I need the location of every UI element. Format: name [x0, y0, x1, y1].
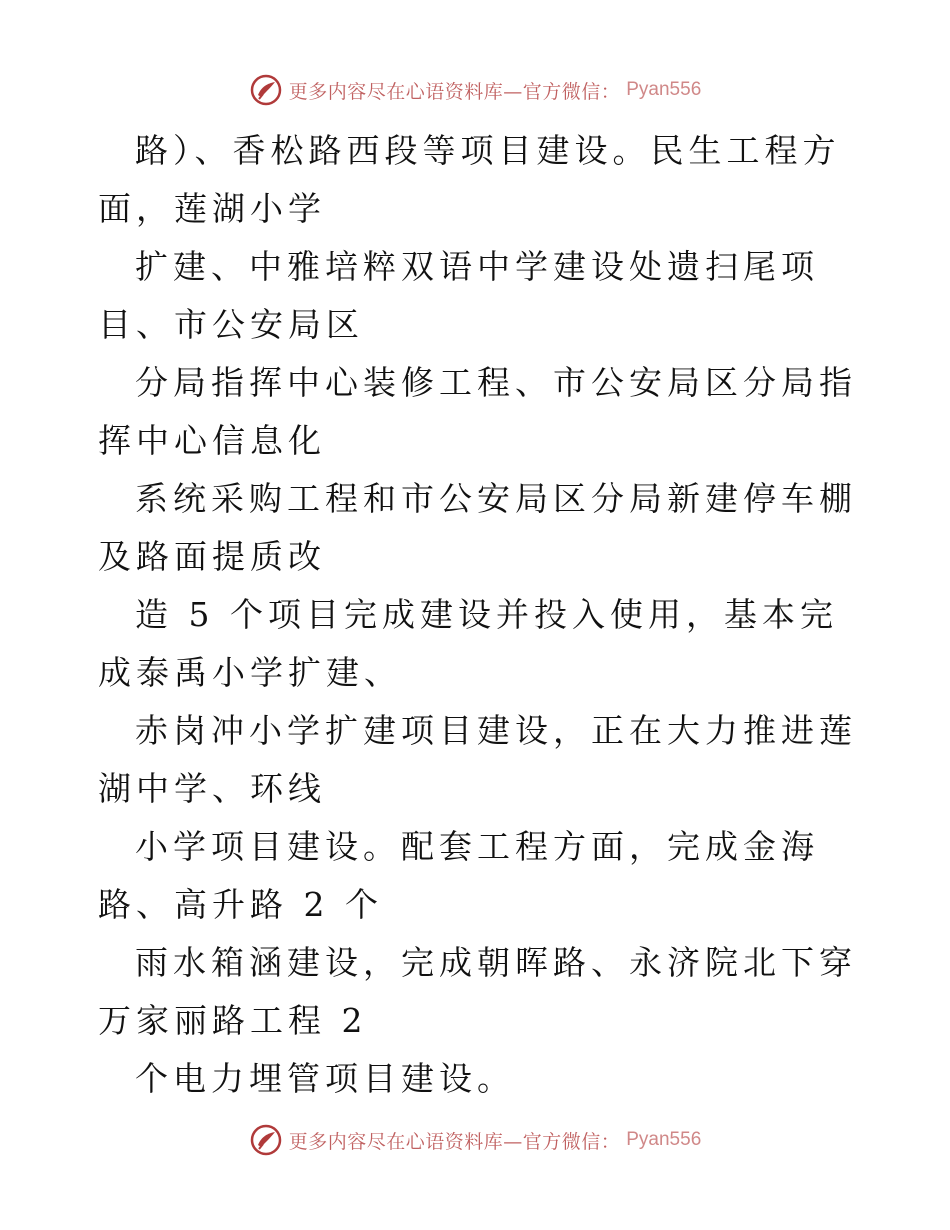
footer-watermark-text: 更多内容尽在心语资料库—官方微信：: [288, 1130, 621, 1153]
footer-watermark-id: Pyan556: [626, 1129, 702, 1150]
paragraph-7: 小学项目建设。配套工程方面，完成金海路、高升路 2 个: [98, 827, 819, 924]
paragraph-3: 分局指挥中心装修工程、市公安局区分局指挥中心信息化: [98, 363, 857, 460]
header-watermark-text: 更多内容尽在心语资料库—官方微信：: [288, 80, 621, 103]
paragraph-6: 赤岗冲小学扩建项目建设，正在大力推进莲湖中学、环线: [98, 711, 857, 808]
page-footer-watermark: [0, 1120, 950, 1160]
paragraph-9: 个电力埋管项目建设。: [135, 1059, 515, 1098]
brand-logo-icon: [249, 1123, 283, 1157]
brand-logo-icon: [249, 73, 283, 107]
paragraph-5: 造 5 个项目完成建设并投入使用，基本完成泰禹小学扩建、: [98, 595, 838, 692]
paragraph-4: 系统采购工程和市公安局区分局新建停车棚及路面提质改: [98, 479, 857, 576]
document-body: [98, 122, 868, 1108]
paragraph-8: 雨水箱涵建设，完成朝晖路、永济院北下穿万家丽路工程 2: [98, 943, 857, 1040]
paragraph-2: 扩建、中雅培粹双语中学建设处遗扫尾项目、市公安局区: [98, 247, 819, 344]
header-watermark-id: Pyan556: [626, 79, 702, 100]
page-header-watermark: [0, 70, 950, 110]
paragraph-1: 路）、香松路西段等项目建设。民生工程方面，莲湖小学: [98, 131, 841, 228]
